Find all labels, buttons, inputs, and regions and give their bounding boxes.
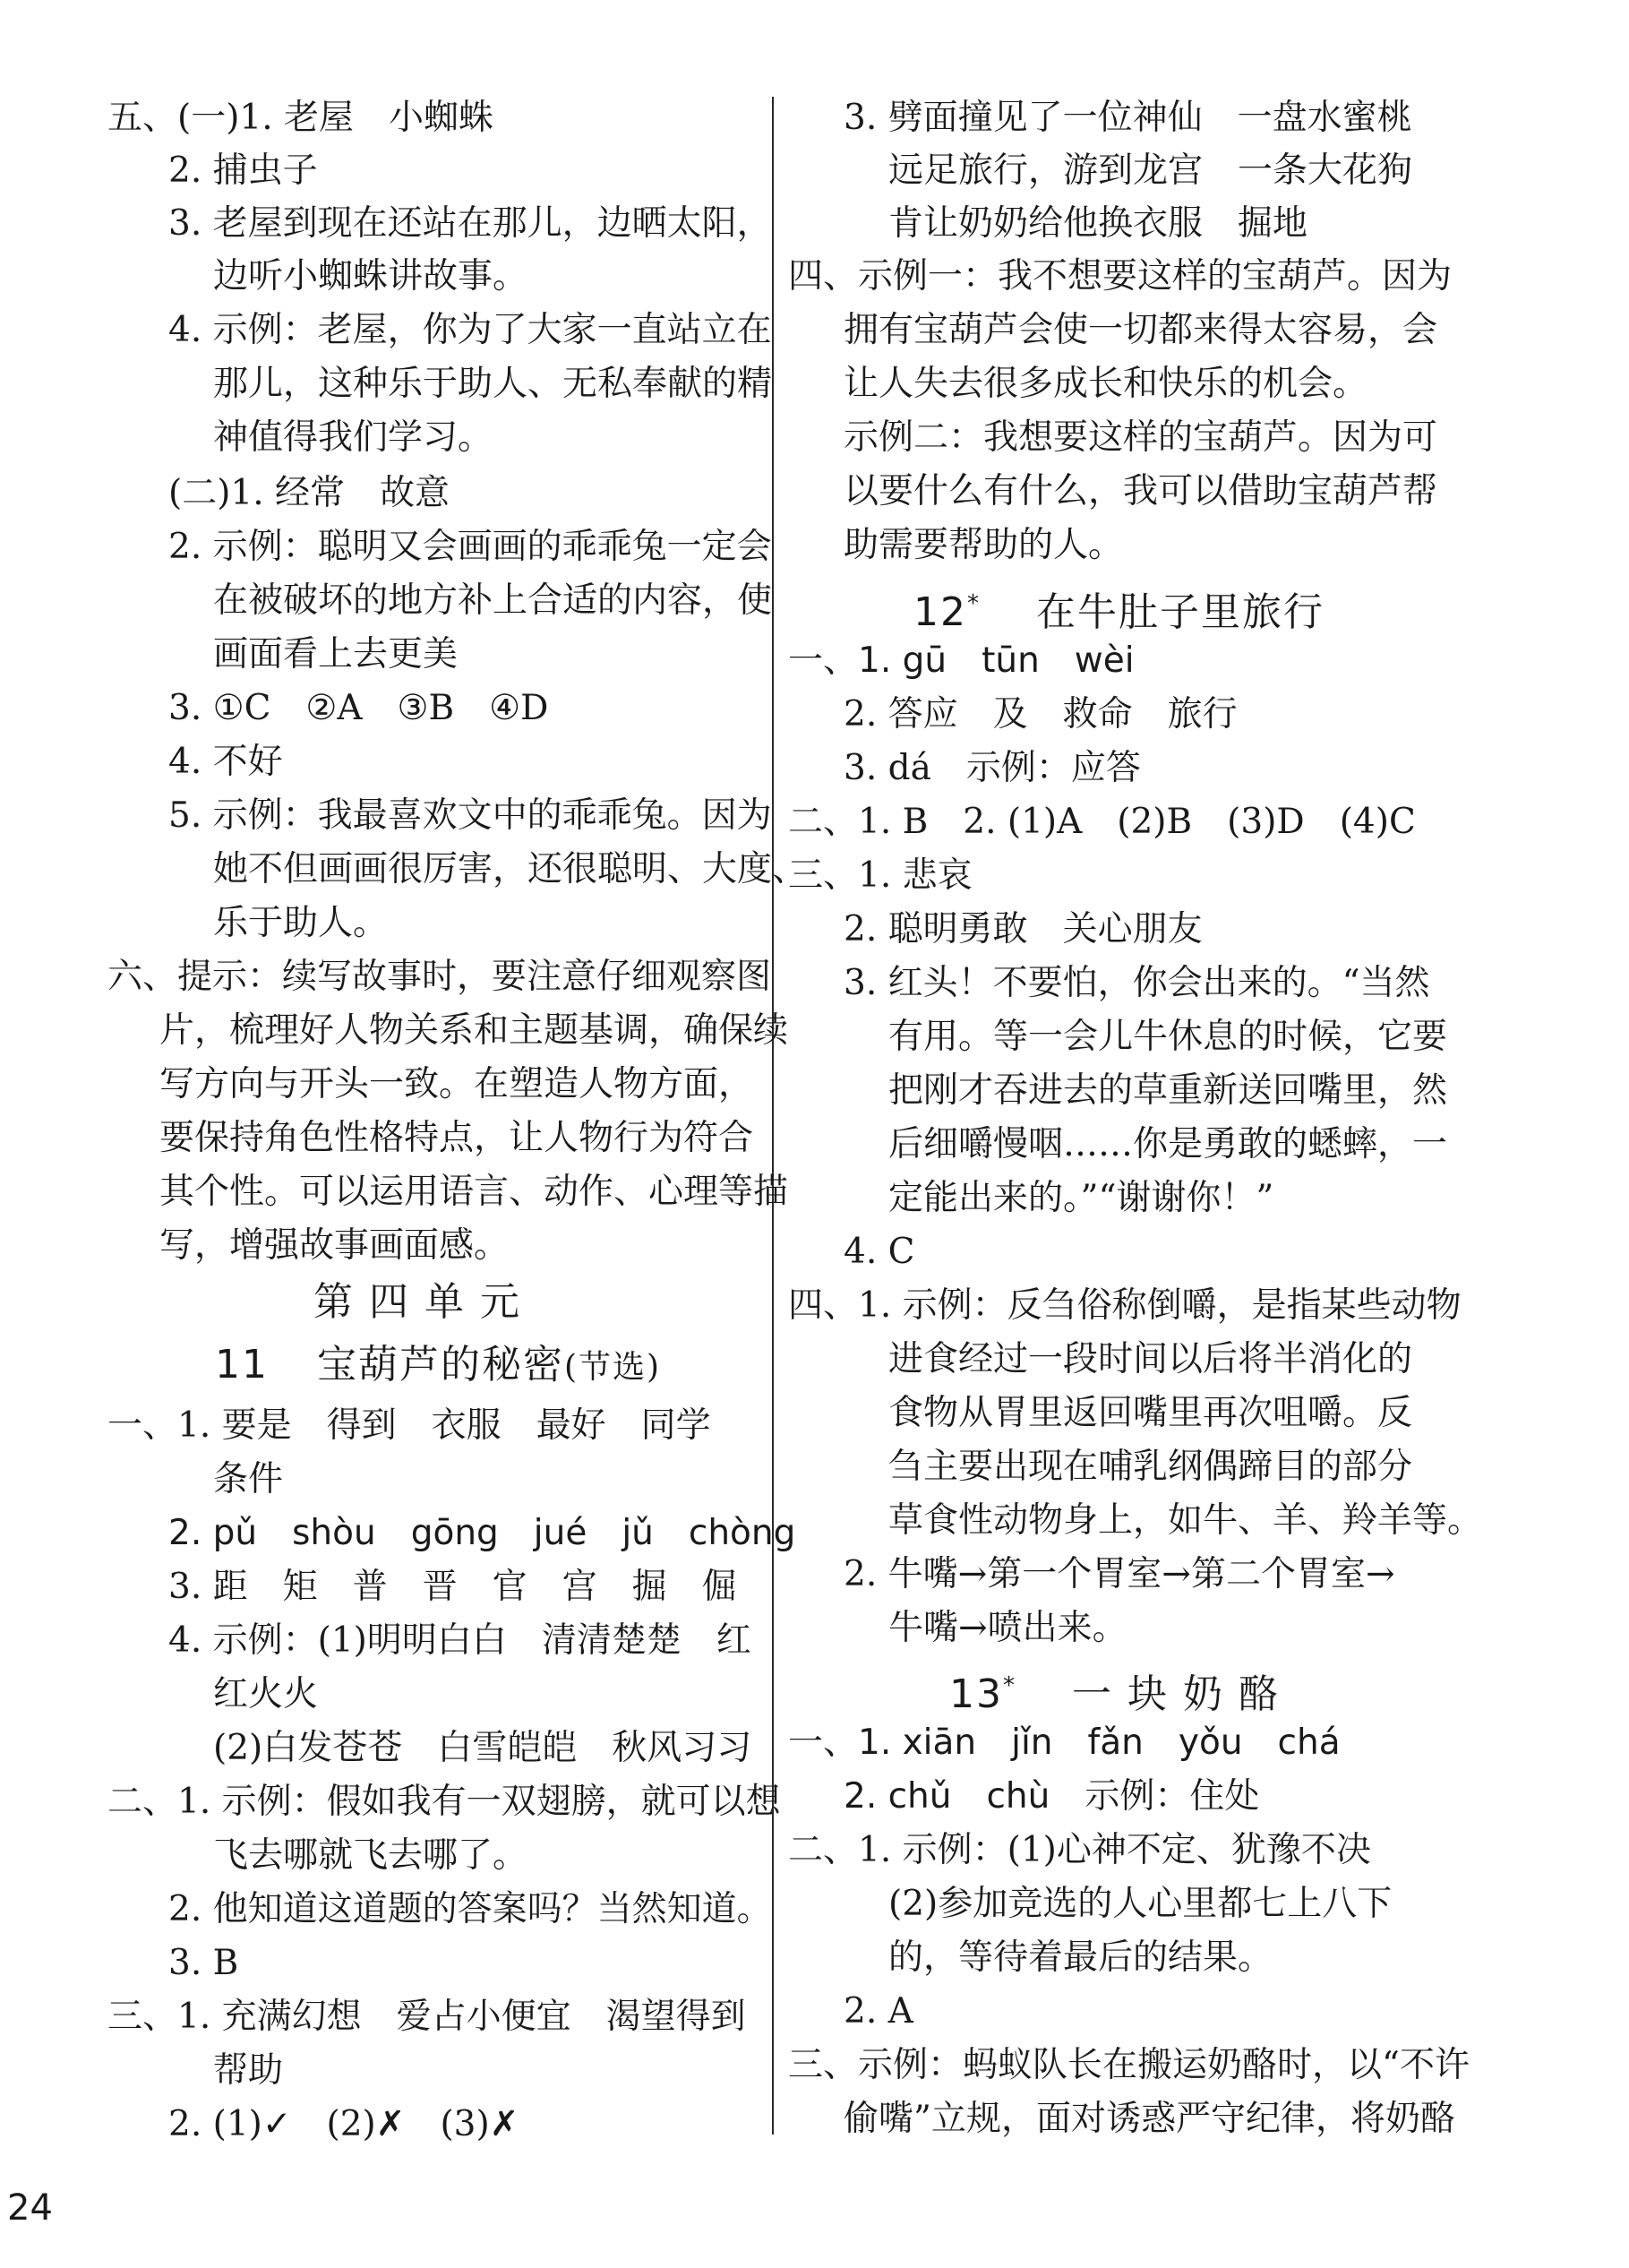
answer-line: 画面看上去更美 xyxy=(213,634,459,674)
answer-line: 四、1. 示例：反刍俗称倒嚼，是指某些动物 xyxy=(788,1285,1462,1326)
answer-line: 以要什么有什么，我可以借助宝葫芦帮 xyxy=(844,471,1438,511)
answer-line: 3. 老屋到现在还站在那儿，边晒太阳， xyxy=(168,203,772,244)
answer-line: 偷嘴”立规，面对诱惑严守纪律，将奶酪 xyxy=(844,2099,1455,2139)
unit-title: 第 四 单 元 xyxy=(313,1279,521,1325)
answer-line: 示例二：我想要这样的宝葫芦。因为可 xyxy=(844,417,1438,458)
answer-line: 拥有宝葫芦会使一切都来得太容易，会 xyxy=(844,310,1438,350)
answer-line: 3. 劈面撞见了一位神仙 一盘水蜜桃 xyxy=(844,98,1412,138)
answer-line: 3. dá 示例：应答 xyxy=(844,748,1141,788)
answer-line: 写方向与开头一致。在塑造人物方面， xyxy=(159,1064,754,1104)
answer-line: 神值得我们学习。 xyxy=(213,417,493,458)
answer-line: 2. 牛嘴→第一个胃室→第二个胃室→ xyxy=(844,1554,1395,1594)
lesson-number: 11 xyxy=(215,1342,269,1387)
answer-line: 4. 示例：(1)明明白白 清清楚楚 红 xyxy=(168,1620,751,1661)
optional-mark: * xyxy=(1003,1672,1016,1699)
lesson-13-heading xyxy=(949,1659,1280,1717)
page-number: 24 xyxy=(7,2187,53,2229)
answer-line: 刍主要出现在哺乳纲偶蹄目的部分 xyxy=(888,1447,1413,1487)
answer-line: 一、1. gū tūn wèi xyxy=(788,640,1135,681)
answer-line: (2)参加竞选的人心里都七上八下 xyxy=(888,1884,1393,1924)
answer-line: 五、(一)1. 老屋 小蜘蛛 xyxy=(107,98,494,138)
answer-line: 片，梳理好人物关系和主题基调，确保续 xyxy=(159,1010,789,1051)
answer-line: 2. chǔ chù 示例：住处 xyxy=(844,1776,1260,1817)
answer-line: 2. 答应 及 救命 旅行 xyxy=(844,694,1238,735)
answer-line: 4. 不好 xyxy=(168,742,283,782)
answer-line: 她不但画画很厉害，还很聪明、大度、 xyxy=(213,849,808,889)
answer-line: 2. 示例：聪明又会画画的乖乖兔一定会 xyxy=(168,527,772,567)
answer-line: 进食经过一段时间以后将半消化的 xyxy=(888,1339,1413,1379)
answer-line: 要保持角色性格特点，让人物行为符合 xyxy=(159,1118,754,1158)
answer-line: 二、1. B 2. (1)A (2)B (3)D (4)C xyxy=(788,802,1416,842)
answer-line: (二)1. 经常 故意 xyxy=(168,473,450,513)
answer-line: 让人失去很多成长和快乐的机会。 xyxy=(844,364,1368,404)
answer-line: 牛嘴→喷出来。 xyxy=(888,1608,1127,1648)
lesson-11-heading xyxy=(215,1338,661,1392)
answer-line: 肯让奶奶给他换衣服 掘地 xyxy=(888,203,1308,244)
answer-line: 定能出来的。”“谢谢你！” xyxy=(888,1178,1274,1218)
answer-line: 的，等待着最后的结果。 xyxy=(888,1937,1273,1978)
answer-line: 4. 示例：老屋，你为了大家一直站立在 xyxy=(168,310,772,350)
answer-line: 其个性。可以运用语言、动作、心理等描 xyxy=(159,1172,789,1212)
answer-line: 3. 红头！不要怕，你会出来的。“当然 xyxy=(844,963,1430,1003)
answer-line: 食物从胃里返回嘴里再次咀嚼。反 xyxy=(888,1393,1413,1433)
answer-line: (2)白发苍苍 白雪皑皑 秋风习习 xyxy=(213,1728,752,1768)
answer-line: 条件 xyxy=(213,1459,284,1499)
answer-line: 二、1. 示例：(1)心神不定、犹豫不决 xyxy=(788,1830,1371,1870)
answer-line: 2. pǔ shòu gōng jué jǔ chòng xyxy=(168,1513,796,1553)
lesson-title: 在牛肚子里旅行 xyxy=(1036,589,1325,635)
lesson-number: 13 xyxy=(949,1671,1003,1717)
answer-line: 后细嚼慢咽……你是勇敢的蟋蟀，一 xyxy=(888,1124,1448,1164)
lesson-note: (节选) xyxy=(564,1349,662,1386)
answer-line: 5. 示例：我最喜欢文中的乖乖兔。因为 xyxy=(168,795,772,836)
answer-line: 2. 聪明勇敢 关心朋友 xyxy=(844,909,1203,949)
answer-line: 二、1. 示例：假如我有一双翅膀，就可以想 xyxy=(107,1782,781,1822)
answer-line: 3. ①C ②A ③B ④D xyxy=(168,688,549,728)
answer-line: 写，增强故事画面感。 xyxy=(159,1225,510,1266)
answer-line: 2. 捕虫子 xyxy=(168,150,318,191)
answer-line: 把刚才吞进去的草重新送回嘴里，然 xyxy=(888,1070,1448,1111)
answer-line: 飞去哪就飞去哪了。 xyxy=(213,1835,528,1876)
answer-line: 2. A xyxy=(844,1991,913,2032)
answer-line: 远足旅行，游到龙宫 一条大花狗 xyxy=(888,150,1413,191)
answer-line: 那儿，这种乐于助人、无私奉献的精 xyxy=(213,364,773,404)
answer-line: 红火火 xyxy=(213,1674,319,1714)
answer-line: 一、1. 要是 得到 衣服 最好 同学 xyxy=(107,1405,711,1446)
answer-line: 4. C xyxy=(844,1232,915,1272)
optional-mark: * xyxy=(967,590,981,617)
answer-line: 六、提示：续写故事时，要注意仔细观察图 xyxy=(107,957,772,997)
answer-line: 在被破坏的地方补上合适的内容，使 xyxy=(213,580,773,621)
answer-line: 边听小蜘蛛讲故事。 xyxy=(213,256,528,296)
answer-line: 助需要帮助的人。 xyxy=(844,525,1124,565)
answer-line: 3. B xyxy=(168,1943,239,1983)
answer-line: 草食性动物身上，如牛、羊、羚羊等。 xyxy=(888,1500,1483,1541)
answer-line: 三、1. 悲哀 xyxy=(788,855,973,896)
lesson-number: 12 xyxy=(913,589,967,635)
answer-line: 有用。等一会儿牛休息的时候，它要 xyxy=(888,1017,1448,1057)
answer-line: 2. 他知道这道题的答案吗？当然知道。 xyxy=(168,1889,772,1929)
answer-line: 乐于助人。 xyxy=(213,903,389,943)
answer-line: 2. (1)✓ (2)✗ (3)✗ xyxy=(168,2104,519,2144)
lesson-12-heading xyxy=(913,577,1325,635)
lesson-title: 宝葫芦的秘密 xyxy=(317,1342,564,1387)
answer-line: 三、示例：蚂蚁队长在搬运奶酪时，以“不许 xyxy=(788,2045,1470,2085)
answer-line: 3. 距 矩 普 晋 官 宫 掘 倔 xyxy=(168,1567,737,1607)
lesson-title: 一 块 奶 酪 xyxy=(1072,1671,1280,1717)
answer-line: 三、1. 充满幻想 爱占小便宜 渴望得到 xyxy=(107,1997,746,2037)
column-divider xyxy=(772,97,774,2135)
answer-line: 帮助 xyxy=(213,2050,284,2091)
answer-line: 四、示例一：我不想要这样的宝葫芦。因为 xyxy=(788,256,1453,296)
answer-line: 一、1. xiān jǐn fǎn yǒu chá xyxy=(788,1722,1341,1763)
